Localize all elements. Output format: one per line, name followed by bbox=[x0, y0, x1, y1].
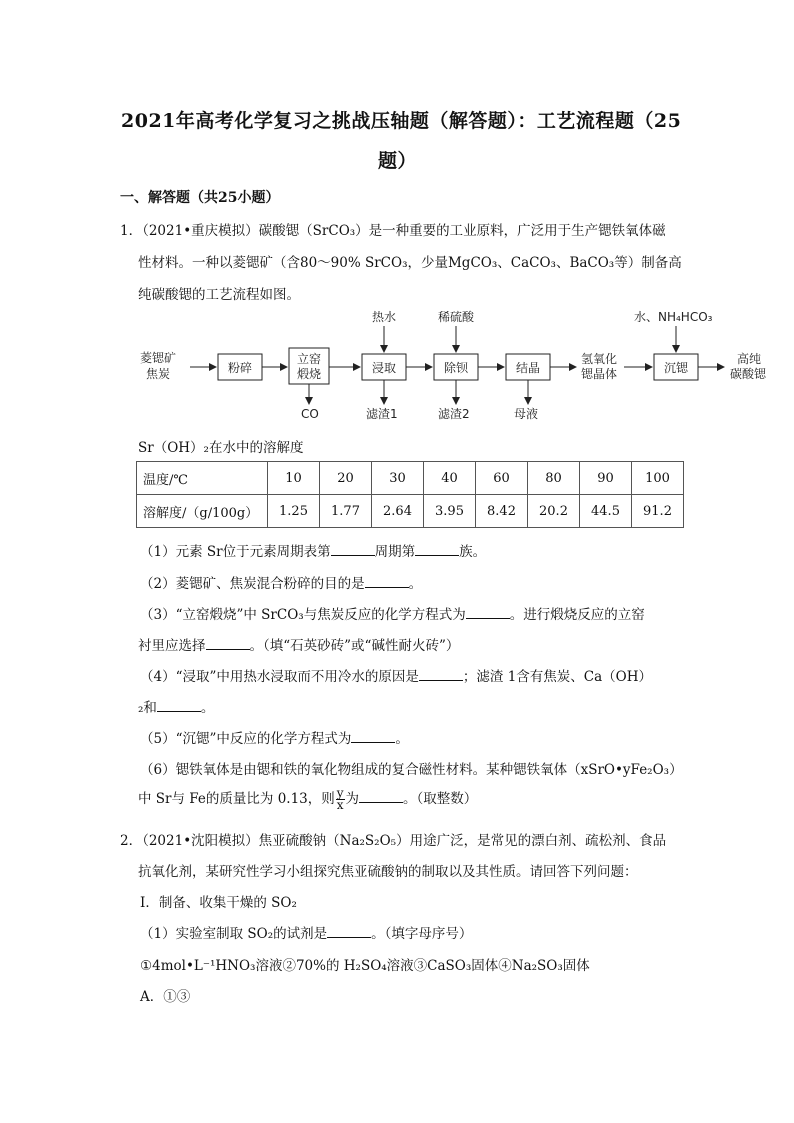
table-header-temperature: 温度/℃ bbox=[137, 462, 268, 495]
q2-sub1: （1）实验室制取 SO₂的试剂是 。（填字母序号） bbox=[140, 926, 473, 942]
table-cell: 80 bbox=[528, 462, 580, 495]
flow-step-crystallize: 结晶 bbox=[516, 361, 541, 375]
table-cell: 20.2 bbox=[528, 495, 580, 528]
q1-part3-line2: 衬里应选择 。（填“石英砂砖”或“碱性耐火砖”） bbox=[138, 638, 460, 654]
table-cell: 20 bbox=[320, 462, 372, 495]
flow-input-hot-water: 热水 bbox=[372, 310, 397, 324]
q2-line1: 2．（2021•沈阳模拟）焦亚硫酸钠（Na₂S₂O₅）用途广泛，是常见的漂白剂、疏松剂、食品 bbox=[120, 833, 667, 849]
answer-blank[interactable] bbox=[419, 668, 463, 681]
answer-blank[interactable] bbox=[365, 575, 409, 588]
flow-output-co: CO bbox=[301, 407, 319, 421]
section-heading: 一、解答题（共25小题） bbox=[120, 190, 280, 206]
answer-blank[interactable] bbox=[157, 699, 201, 712]
table-cell: 8.42 bbox=[476, 495, 528, 528]
q1-part1: （1）元素 Sr位于元素周期表第 周期第 族。 bbox=[140, 544, 487, 560]
table-cell: 100 bbox=[632, 462, 684, 495]
q2-line2: 抗氧化剂，某研究性学习小组探究焦亚硫酸钠的制取以及其性质。请回答下列问题： bbox=[138, 864, 638, 880]
fraction-y-over-x: $\frac{y}{x}$ bbox=[336, 786, 344, 812]
q1-part6-line2: 中 Sr与 Fe的质量比为 0.13，则 $\frac{y}{x}$ 为 。（取整数） bbox=[138, 786, 478, 812]
flow-step-crush: 粉碎 bbox=[228, 361, 253, 375]
table-row-temperature bbox=[137, 462, 684, 495]
solubility-table bbox=[136, 461, 684, 528]
flow-step-precipitate: 沉锶 bbox=[664, 361, 689, 375]
table-header-solubility: 溶解度/（g/100g） bbox=[137, 495, 268, 528]
answer-blank[interactable] bbox=[206, 637, 250, 650]
q1-part6-line1: （6）锶铁氧体是由锶和铁的氧化物组成的复合磁性材料。某种锶铁氧体（xSrO•yFe₂O₃） bbox=[140, 762, 683, 778]
flow-input-water-nh4hco3: 水、NH₄HCO₃ bbox=[634, 310, 713, 324]
flow-mid-a: 氢氧化 bbox=[581, 352, 618, 366]
flow-end-a: 高纯 bbox=[737, 352, 762, 366]
flow-output-residue2: 滤渣2 bbox=[438, 407, 470, 421]
table-cell: 1.25 bbox=[268, 495, 320, 528]
flow-input-dilute-acid: 稀硫酸 bbox=[438, 310, 475, 324]
q1-part3-line1: （3）“立窑煅烧”中 SrCO₃与焦炭反应的化学方程式为 。进行煅烧反应的立窑 bbox=[140, 607, 645, 623]
q2-options: ①4mol•L⁻¹HNO₃溶液②70%的 H₂SO₄溶液③CaSO₃固体④Na₂SO₃固体 bbox=[140, 958, 590, 974]
table-cell: 40 bbox=[424, 462, 476, 495]
table-cell: 60 bbox=[476, 462, 528, 495]
table-caption: Sr（OH）₂在水中的溶解度 bbox=[138, 440, 304, 456]
flow-start-b: 焦炭 bbox=[146, 367, 171, 381]
q2-part1-heading: Ⅰ．制备、收集干燥的 SO₂ bbox=[140, 895, 297, 911]
flow-output-residue1: 滤渣1 bbox=[366, 407, 398, 421]
table-cell: 91.2 bbox=[632, 495, 684, 528]
answer-blank[interactable] bbox=[415, 543, 459, 556]
flow-step-remove-ba: 除钡 bbox=[444, 361, 469, 375]
q1-part4-line2: ₂和 。 bbox=[138, 700, 215, 716]
page-title-line2: 题） bbox=[378, 150, 418, 172]
q1-line3: 纯碳酸锶的工艺流程如图。 bbox=[138, 287, 300, 303]
q1-part4-line1: （4）“浸取”中用热水浸取而不用冷水的原因是 ；滤渣 1含有焦炭、Ca（OH） bbox=[140, 669, 653, 685]
page-title-line1: 2021年高考化学复习之挑战压轴题（解答题）：工艺流程题（25 bbox=[121, 110, 682, 132]
table-cell: 44.5 bbox=[580, 495, 632, 528]
flow-end-b: 碳酸锶 bbox=[730, 367, 767, 381]
table-cell: 30 bbox=[372, 462, 424, 495]
answer-blank[interactable] bbox=[327, 925, 371, 938]
q1-part5: （5）“沉锶”中反应的化学方程式为 。 bbox=[140, 731, 409, 747]
answer-blank[interactable] bbox=[351, 730, 395, 743]
answer-blank[interactable] bbox=[466, 606, 510, 619]
q1-part2: （2）菱锶矿、焦炭混合粉碎的目的是 。 bbox=[140, 576, 423, 592]
table-row-solubility bbox=[137, 495, 684, 528]
table-cell: 10 bbox=[268, 462, 320, 495]
table-cell: 3.95 bbox=[424, 495, 476, 528]
flow-start-a: 菱锶矿 bbox=[140, 351, 177, 365]
process-flow-diagram bbox=[130, 308, 780, 428]
answer-blank[interactable] bbox=[359, 790, 403, 803]
answer-blank[interactable] bbox=[331, 543, 375, 556]
table-cell: 90 bbox=[580, 462, 632, 495]
flow-output-mother: 母液 bbox=[514, 407, 539, 421]
flow-step-leach: 浸取 bbox=[372, 361, 397, 375]
table-cell: 2.64 bbox=[372, 495, 424, 528]
q1-line2: 性材料。一种以菱锶矿（含80～90% SrCO₃，少量MgCO₃、CaCO₃、BaCO₃等）制备高 bbox=[138, 255, 682, 271]
flow-step-kiln-a: 立窑 bbox=[297, 352, 322, 366]
flow-step-kiln-b: 煅烧 bbox=[297, 367, 322, 381]
table-cell: 1.77 bbox=[320, 495, 372, 528]
q1-line1: 1．（2021•重庆模拟）碳酸锶（SrCO₃）是一种重要的工业原料，广泛用于生产锶铁氧体磁 bbox=[120, 223, 666, 239]
q2-choice-a[interactable]: A．①③ bbox=[140, 989, 191, 1005]
flow-mid-b: 锶晶体 bbox=[581, 367, 618, 381]
